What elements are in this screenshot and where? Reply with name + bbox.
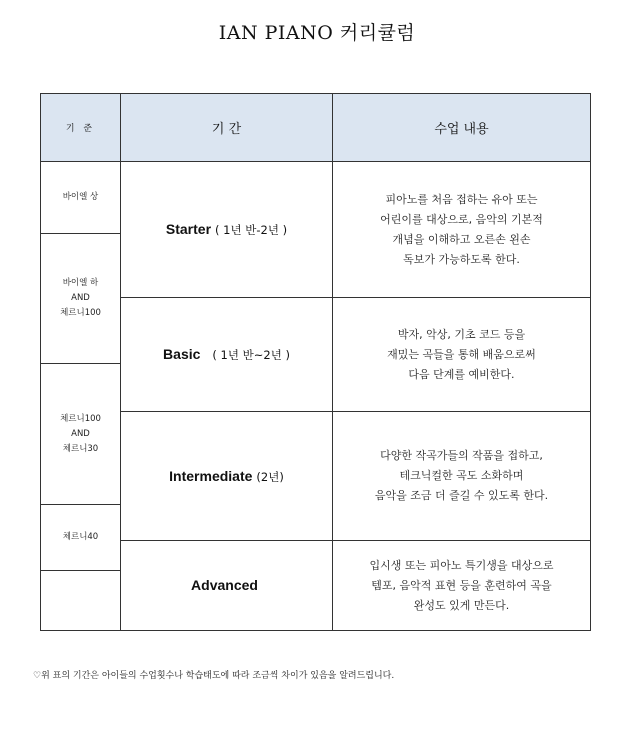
criteria-text: 체르니30 <box>62 443 99 454</box>
criteria-text: 바이엘 상 <box>62 192 99 202</box>
level-duration: (2년) <box>256 469 284 484</box>
content-line: 다음 단계를 예비한다. <box>408 367 515 381</box>
level-name: Advanced <box>191 577 258 593</box>
header-content-label: 수업 내용 <box>434 122 489 137</box>
level-name: Starter <box>165 221 212 237</box>
criteria-cell <box>41 364 120 504</box>
content-line: 박자, 악상, 기초 코드 등을 <box>397 327 526 341</box>
content-line: 개념을 이해하고 오른손 왼손 <box>392 232 531 246</box>
content-line: 템포, 음악적 표현 등을 훈련하여 곡을 <box>371 578 552 592</box>
header-content <box>333 94 590 161</box>
content-line: 어린이를 대상으로, 음악의 기본적 <box>380 212 543 226</box>
level-name: Basic <box>163 346 201 362</box>
content-advanced <box>333 541 590 630</box>
header-criteria-label: 기 준 <box>65 124 96 134</box>
criteria-text: AND <box>71 293 90 303</box>
content-line: 테크닉컬한 곡도 소화하며 <box>399 469 524 482</box>
header-period-label: 기 간 <box>211 122 242 137</box>
criteria-cell <box>41 162 120 233</box>
content-line: 입시생 또는 피아노 특기생을 대상으로 <box>369 558 554 572</box>
level-name: Intermediate <box>169 467 253 484</box>
content-intermediate <box>333 412 590 540</box>
level-duration: ( 1년 반-2년 ) <box>215 223 288 237</box>
header-criteria <box>41 94 120 161</box>
level-starter <box>121 162 332 297</box>
criteria-text: AND <box>71 428 90 439</box>
criteria-text: 바이엘 하 <box>62 278 99 288</box>
level-duration: ( 1년 반~2년 ) <box>212 348 290 362</box>
header-period <box>121 94 332 161</box>
level-advanced <box>121 541 332 630</box>
criteria-text: 체르니100 <box>60 413 101 424</box>
content-line: 음악을 조금 더 즐길 수 있도록 한다. <box>374 489 549 502</box>
content-line: 완성도 있게 만든다. <box>413 598 510 612</box>
content-line: 재밌는 곡들을 통해 배움으로써 <box>387 347 536 361</box>
content-basic <box>333 298 590 411</box>
content-starter <box>333 162 590 297</box>
level-basic <box>121 298 332 411</box>
criteria-cell <box>41 234 120 363</box>
level-intermediate <box>121 412 332 540</box>
footnote: ♡위 표의 기간은 아이들의 수업횟수나 학습태도에 따라 조금씩 차이가 있음을 알려드립니다. <box>33 671 395 681</box>
criteria-cell <box>41 505 120 570</box>
criteria-cell-empty <box>41 571 120 630</box>
criteria-text: 체르니100 <box>60 308 101 318</box>
content-line: 다양한 작곡가들의 작품을 접하고, <box>380 449 543 462</box>
content-line: 피아노를 처음 접하는 유아 또는 <box>385 192 538 206</box>
curriculum-table <box>40 93 591 631</box>
content-line: 독보가 가능하도록 한다. <box>403 252 520 266</box>
page-title: IAN PIANO 커리큘럼 <box>218 22 416 44</box>
criteria-text: 체르니40 <box>62 532 99 542</box>
